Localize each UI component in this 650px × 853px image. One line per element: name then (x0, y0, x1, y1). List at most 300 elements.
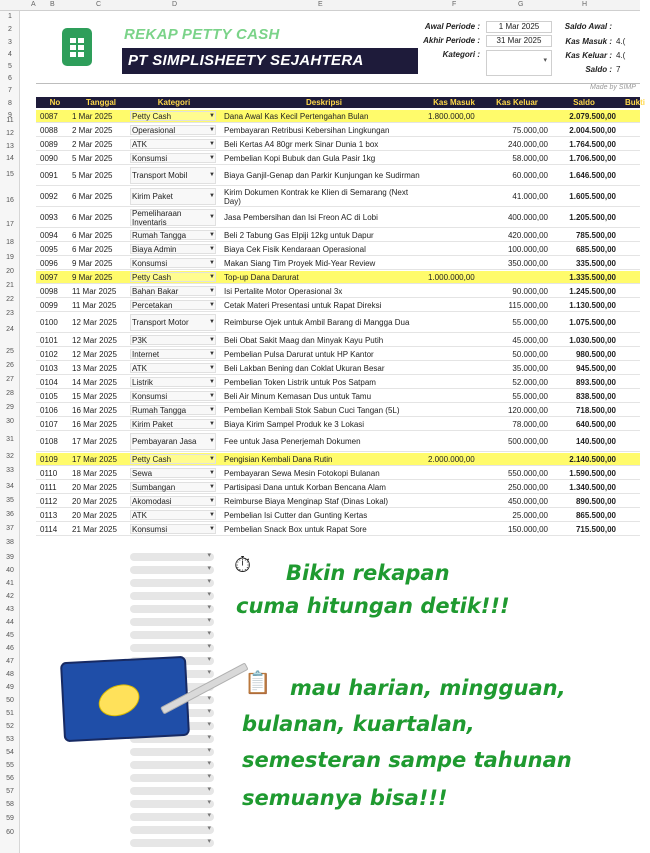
cash-out-amount[interactable]: 450.000,00 (507, 496, 548, 506)
empty-category-dropdown[interactable] (130, 566, 214, 574)
chevron-down-icon[interactable]: ▼ (209, 483, 215, 490)
transaction-date[interactable]: 17 Mar 2025 (72, 437, 117, 446)
cash-out-amount[interactable]: 115.000,00 (508, 300, 548, 310)
running-balance[interactable]: 2.140.500,00 (569, 454, 616, 464)
transaction-date[interactable]: 21 Mar 2025 (72, 524, 117, 534)
cash-in-amount[interactable] (428, 362, 484, 374)
transaction-date[interactable]: 12 Mar 2025 (72, 318, 117, 327)
chevron-down-icon[interactable]: ▼ (209, 438, 215, 444)
transaction-number[interactable]: 0093 (40, 213, 58, 222)
table-row[interactable] (36, 509, 640, 522)
row-number[interactable]: 22 (6, 296, 14, 303)
cash-in-amount[interactable] (428, 208, 484, 227)
empty-category-dropdown[interactable] (130, 592, 214, 600)
cash-out-amount[interactable]: 25.000,00 (512, 510, 548, 520)
row-number[interactable]: 29 (6, 404, 14, 411)
transaction-category[interactable]: Pembayaran Jasa (132, 437, 197, 446)
cash-out-amount[interactable]: 240.000,00 (507, 139, 548, 149)
transaction-description[interactable]: Pembelian Kembali Stok Sabun Cuci Tangan (5L) (224, 405, 400, 415)
table-row[interactable] (36, 285, 640, 298)
chevron-down-icon[interactable]: ▼ (209, 140, 215, 147)
empty-category-dropdown[interactable] (130, 826, 214, 834)
chevron-down-icon[interactable]: ▼ (209, 259, 215, 266)
running-balance[interactable]: 1.340.500,00 (569, 482, 616, 492)
transaction-number[interactable]: 0108 (40, 437, 58, 446)
row-number[interactable]: 2 (8, 26, 12, 33)
running-balance[interactable]: 838.500,00 (575, 391, 616, 401)
table-row[interactable] (36, 110, 640, 123)
transaction-category[interactable]: Konsumsi (132, 391, 168, 401)
cash-in-amount[interactable] (428, 418, 484, 430)
running-balance[interactable]: 945.500,00 (575, 363, 616, 373)
row-number[interactable]: 36 (6, 511, 14, 518)
transaction-description[interactable]: Dana Awal Kas Kecil Pertengahan Bulan (224, 111, 369, 121)
running-balance[interactable]: 890.500,00 (575, 496, 616, 506)
cash-in-amount[interactable] (428, 124, 484, 136)
category-filter-select[interactable] (486, 50, 552, 76)
chevron-down-icon[interactable]: ▼ (209, 319, 215, 325)
cash-out-amount[interactable]: 55.000,00 (512, 391, 548, 401)
chevron-down-icon[interactable]: ▼ (209, 455, 215, 462)
cash-in-amount[interactable] (428, 243, 484, 255)
cash-out-amount[interactable]: 250.000,00 (507, 482, 548, 492)
running-balance[interactable]: 1.764.500,00 (569, 139, 616, 149)
transaction-number[interactable]: 0088 (40, 125, 58, 135)
row-number[interactable]: 41 (6, 580, 14, 587)
chevron-down-icon[interactable]: ▼ (209, 364, 215, 371)
cash-in-amount[interactable] (428, 432, 484, 451)
transaction-date[interactable]: 12 Mar 2025 (72, 349, 117, 359)
chevron-down-icon[interactable]: ▼ (209, 245, 215, 252)
running-balance[interactable]: 2.004.500,00 (569, 125, 616, 135)
chevron-down-icon[interactable]: ▼ (209, 511, 215, 518)
table-row[interactable] (36, 362, 640, 375)
transaction-number[interactable]: 0094 (40, 230, 58, 240)
cash-in-amount[interactable] (428, 285, 484, 297)
row-number[interactable]: 57 (6, 788, 14, 795)
transaction-number[interactable]: 0107 (40, 419, 58, 429)
transaction-description[interactable]: Pengisian Kembali Dana Rutin (224, 454, 333, 464)
transaction-category[interactable]: Bahan Bakar (132, 286, 179, 296)
cash-out-amount[interactable]: 58.000,00 (512, 153, 548, 163)
table-row[interactable] (36, 229, 640, 242)
chevron-down-icon[interactable]: ▼ (209, 469, 215, 476)
cash-out-amount[interactable]: 100.000,00 (507, 244, 548, 254)
transaction-description[interactable]: Fee untuk Jasa Penerjemah Dokumen (224, 437, 361, 446)
table-row[interactable] (36, 187, 640, 207)
chevron-down-icon[interactable]: ▼ (209, 301, 215, 308)
empty-category-dropdown[interactable] (130, 800, 214, 808)
running-balance[interactable]: 715.500,00 (575, 524, 616, 534)
row-number[interactable]: 59 (6, 815, 14, 822)
cash-in-amount[interactable] (428, 495, 484, 507)
table-row[interactable] (36, 166, 640, 186)
transaction-description[interactable]: Reimburse Ojek untuk Ambil Barang di Mangga Dua (224, 318, 410, 327)
transaction-number[interactable]: 0110 (40, 468, 58, 478)
cash-out-amount[interactable]: 550.000,00 (507, 468, 548, 478)
running-balance[interactable]: 2.079.500,00 (569, 111, 616, 121)
transaction-category[interactable]: Petty Cash (132, 454, 172, 464)
table-row[interactable] (36, 271, 640, 284)
transaction-date[interactable]: 12 Mar 2025 (72, 335, 117, 345)
cash-out-amount[interactable]: 52.000,00 (512, 377, 548, 387)
empty-category-dropdown[interactable] (130, 631, 214, 639)
transaction-number[interactable]: 0090 (40, 153, 58, 163)
transaction-category[interactable]: Kirim Paket (132, 419, 173, 429)
running-balance[interactable]: 1.605.500,00 (569, 192, 616, 201)
running-balance[interactable]: 1.245.500,00 (569, 286, 616, 296)
transaction-date[interactable]: 18 Mar 2025 (72, 468, 117, 478)
cash-out-amount[interactable] (484, 271, 548, 283)
column-letter[interactable]: A (31, 1, 36, 8)
row-number[interactable]: 30 (6, 418, 14, 425)
transaction-number[interactable]: 0089 (40, 139, 58, 149)
row-number[interactable]: 3 (8, 39, 12, 46)
transaction-category[interactable]: Transport Motor (132, 318, 189, 327)
row-number[interactable]: 31 (6, 436, 14, 443)
transaction-date[interactable]: 16 Mar 2025 (72, 405, 117, 415)
row-number[interactable]: 42 (6, 593, 14, 600)
transaction-date[interactable]: 11 Mar 2025 (72, 300, 117, 310)
transaction-date[interactable]: 5 Mar 2025 (72, 153, 113, 163)
running-balance[interactable]: 1.075.500,00 (569, 318, 616, 327)
transaction-category[interactable]: ATK (132, 510, 147, 520)
row-number[interactable]: 11 (6, 117, 14, 124)
empty-category-dropdown[interactable] (130, 644, 214, 652)
cash-in-amount[interactable] (428, 390, 484, 402)
chevron-down-icon[interactable]: ▼ (209, 406, 215, 413)
transaction-category[interactable]: Petty Cash (132, 272, 172, 282)
row-number[interactable]: 60 (6, 829, 14, 836)
cash-out-amount[interactable]: 120.000,00 (507, 405, 548, 415)
cash-out-amount[interactable]: 78.000,00 (512, 419, 548, 429)
row-number[interactable]: 44 (6, 619, 14, 626)
transaction-description[interactable]: Reimburse Biaya Menginap Staf (Dinas Lokal) (224, 496, 389, 506)
cash-out-amount[interactable]: 500.000,00 (507, 437, 548, 446)
row-number[interactable]: 51 (6, 710, 14, 717)
running-balance[interactable]: 640.500,00 (575, 419, 616, 429)
column-letter[interactable]: B (50, 1, 55, 8)
transaction-description[interactable]: Pembelian Pulsa Darurat untuk HP Kantor (224, 349, 374, 359)
transaction-date[interactable]: 6 Mar 2025 (72, 192, 113, 201)
transaction-number[interactable]: 0096 (40, 258, 58, 268)
table-row[interactable] (36, 523, 640, 536)
transaction-category[interactable]: Operasional (132, 125, 176, 135)
transaction-category[interactable]: Internet (132, 349, 160, 359)
transaction-date[interactable]: 2 Mar 2025 (72, 139, 113, 149)
transaction-date[interactable]: 14 Mar 2025 (72, 377, 117, 387)
cash-in-amount[interactable] (428, 334, 484, 346)
row-number[interactable]: 18 (6, 239, 14, 246)
chevron-down-icon[interactable]: ▼ (209, 126, 215, 133)
table-row[interactable] (36, 138, 640, 151)
empty-category-dropdown[interactable] (130, 553, 214, 561)
table-row[interactable] (36, 404, 640, 417)
transaction-category[interactable]: Konsumsi (132, 153, 168, 163)
transaction-description[interactable]: Beli Air Minum Kemasan Dus untuk Tamu (224, 391, 372, 401)
row-number[interactable]: 39 (6, 554, 14, 561)
row-number[interactable]: 46 (6, 645, 14, 652)
start-period-field[interactable]: 1 Mar 2025 (486, 21, 552, 33)
transaction-description[interactable]: Kirim Dokumen Kontrak ke Klien di Semarang (Next Day) (224, 187, 409, 206)
row-number[interactable]: 27 (6, 376, 14, 383)
row-number[interactable]: 4 (8, 51, 12, 58)
cash-in-amount[interactable] (428, 523, 484, 535)
cash-in-amount[interactable] (428, 481, 484, 493)
transaction-description[interactable]: Isi Pertalite Motor Operasional 3x (224, 286, 343, 296)
table-row[interactable] (36, 348, 640, 361)
row-number[interactable]: 45 (6, 632, 14, 639)
column-letter[interactable]: D (172, 1, 178, 8)
transaction-description[interactable]: Beli Kertas A4 80gr merk Sinar Dunia 1 box (224, 139, 379, 149)
transaction-number[interactable]: 0097 (40, 272, 58, 282)
cash-out-amount[interactable] (484, 453, 548, 465)
running-balance[interactable]: 140.500,00 (575, 437, 616, 446)
transaction-description[interactable]: Pembelian Kopi Bubuk dan Gula Pasir 1kg (224, 153, 376, 163)
cash-out-amount[interactable]: 400.000,00 (507, 213, 548, 222)
transaction-number[interactable]: 0087 (40, 111, 58, 121)
cash-in-amount[interactable] (428, 257, 484, 269)
table-row[interactable] (36, 467, 640, 480)
transaction-date[interactable]: 6 Mar 2025 (72, 213, 113, 222)
transaction-date[interactable]: 20 Mar 2025 (72, 496, 117, 506)
transaction-category[interactable]: Pemeliharaan Inventaris (132, 208, 182, 227)
row-number[interactable]: 48 (6, 671, 14, 678)
row-number[interactable]: 8 (8, 100, 12, 107)
running-balance[interactable]: 1.335.500,00 (569, 272, 616, 282)
cash-in-amount[interactable] (428, 229, 484, 241)
row-number[interactable]: 47 (6, 658, 14, 665)
transaction-description[interactable]: Makan Siang Tim Proyek Mid-Year Review (224, 258, 376, 268)
transaction-number[interactable]: 0099 (40, 300, 58, 310)
table-row[interactable] (36, 243, 640, 256)
transaction-category[interactable]: Sewa (132, 468, 153, 478)
transaction-category[interactable]: Akomodasi (132, 496, 172, 506)
row-number[interactable]: 28 (6, 390, 14, 397)
end-period-field[interactable]: 31 Mar 2025 (486, 35, 552, 47)
transaction-description[interactable]: Pembelian Token Listrik untuk Pos Satpam (224, 377, 376, 387)
row-number[interactable]: 21 (6, 282, 14, 289)
cash-in-amount[interactable]: 2.000.000,00 (428, 454, 475, 464)
row-number[interactable]: 25 (6, 348, 14, 355)
row-number[interactable]: 53 (6, 736, 14, 743)
table-row[interactable] (36, 299, 640, 312)
row-number[interactable]: 16 (6, 197, 14, 204)
running-balance[interactable]: 865.500,00 (575, 510, 616, 520)
empty-category-dropdown[interactable] (130, 579, 214, 587)
chevron-down-icon[interactable]: ▼ (209, 287, 215, 294)
table-row[interactable] (36, 124, 640, 137)
empty-category-dropdown[interactable] (130, 605, 214, 613)
transaction-description[interactable]: Top-up Dana Darurat (224, 272, 299, 282)
running-balance[interactable]: 685.500,00 (575, 244, 616, 254)
transaction-category[interactable]: Rumah Tangga (132, 230, 187, 240)
row-number[interactable]: 35 (6, 497, 14, 504)
table-row[interactable] (36, 313, 640, 333)
transaction-date[interactable]: 17 Mar 2025 (72, 454, 117, 464)
column-letter[interactable]: G (518, 1, 524, 8)
transaction-number[interactable]: 0109 (40, 454, 58, 464)
transaction-category[interactable]: Percetakan (132, 300, 173, 310)
running-balance[interactable]: 1.706.500,00 (569, 153, 616, 163)
running-balance[interactable]: 1.205.500,00 (569, 213, 616, 222)
cash-in-amount[interactable] (428, 509, 484, 521)
cash-in-amount[interactable] (428, 313, 484, 332)
cash-out-amount[interactable]: 55.000,00 (512, 318, 548, 327)
transaction-description[interactable]: Beli Lakban Bening dan Coklat Ukuran Besar (224, 363, 385, 373)
chevron-down-icon[interactable]: ▼ (209, 154, 215, 161)
transaction-description[interactable]: Partisipasi Dana untuk Korban Bencana Alam (224, 482, 386, 492)
row-number[interactable]: 49 (6, 684, 14, 691)
table-row[interactable] (36, 453, 640, 466)
running-balance[interactable]: 980.500,00 (575, 349, 616, 359)
transaction-category[interactable]: P3K (132, 335, 148, 345)
running-balance[interactable]: 1.590.500,00 (569, 468, 616, 478)
row-number[interactable]: 40 (6, 567, 14, 574)
table-row[interactable] (36, 334, 640, 347)
transaction-date[interactable]: 16 Mar 2025 (72, 419, 117, 429)
transaction-category[interactable]: Listrik (132, 377, 153, 387)
transaction-description[interactable]: Beli Obat Sakit Maag dan Minyak Kayu Putih (224, 335, 384, 345)
transaction-description[interactable]: Cetak Materi Presentasi untuk Rapat Direksi (224, 300, 382, 310)
table-row[interactable] (36, 208, 640, 228)
chevron-down-icon[interactable]: ▼ (209, 392, 215, 399)
row-number[interactable]: 23 (6, 310, 14, 317)
transaction-number[interactable]: 0102 (40, 349, 58, 359)
transaction-date[interactable]: 6 Mar 2025 (72, 244, 113, 254)
transaction-category[interactable]: Rumah Tangga (132, 405, 187, 415)
cash-in-amount[interactable] (428, 467, 484, 479)
transaction-number[interactable]: 0112 (40, 496, 58, 506)
column-letter[interactable]: F (452, 1, 457, 8)
cash-in-amount[interactable] (428, 166, 484, 185)
cash-out-amount[interactable]: 35.000,00 (512, 363, 548, 373)
running-balance[interactable]: 718.500,00 (575, 405, 616, 415)
transaction-number[interactable]: 0114 (40, 524, 58, 534)
row-number[interactable]: 19 (6, 254, 14, 261)
table-row[interactable] (36, 152, 640, 165)
chevron-down-icon[interactable]: ▼ (209, 193, 215, 199)
empty-category-dropdown[interactable] (130, 618, 214, 626)
transaction-date[interactable]: 5 Mar 2025 (72, 171, 113, 180)
cash-out-amount[interactable]: 90.000,00 (512, 286, 548, 296)
chevron-down-icon[interactable]: ▼ (209, 273, 215, 280)
running-balance[interactable]: 893.500,00 (575, 377, 616, 387)
transaction-category[interactable]: Petty Cash (132, 111, 172, 121)
transaction-category[interactable]: ATK (132, 139, 147, 149)
transaction-number[interactable]: 0113 (40, 510, 58, 520)
cash-out-amount[interactable]: 420.000,00 (507, 230, 548, 240)
cash-in-amount[interactable] (428, 299, 484, 311)
transaction-number[interactable]: 0101 (40, 335, 58, 345)
table-row[interactable] (36, 432, 640, 452)
transaction-description[interactable]: Biaya Cek Fisik Kendaraan Operasional (224, 244, 366, 254)
transaction-category[interactable]: Sumbangan (132, 482, 176, 492)
transaction-date[interactable]: 2 Mar 2025 (72, 125, 113, 135)
running-balance[interactable]: 785.500,00 (575, 230, 616, 240)
transaction-description[interactable]: Pembayaran Sewa Mesin Fotokopi Bulanan (224, 468, 380, 478)
cash-out-amount[interactable]: 60.000,00 (512, 171, 548, 180)
row-number[interactable]: 7 (8, 87, 12, 94)
transaction-date[interactable]: 13 Mar 2025 (72, 363, 117, 373)
empty-category-dropdown[interactable] (130, 748, 214, 756)
cash-in-amount[interactable] (428, 187, 484, 206)
chevron-down-icon[interactable]: ▼ (209, 350, 215, 357)
cash-out-amount[interactable]: 41.000,00 (512, 192, 548, 201)
transaction-number[interactable]: 0092 (40, 192, 58, 201)
row-number[interactable]: 14 (6, 155, 14, 162)
row-number[interactable]: 38 (6, 539, 14, 546)
chevron-down-icon[interactable]: ▼ (209, 231, 215, 238)
transaction-date[interactable]: 6 Mar 2025 (72, 230, 113, 240)
cash-out-amount[interactable]: 150.000,00 (507, 524, 548, 534)
transaction-category[interactable]: Transport Mobil (132, 171, 188, 180)
transaction-description[interactable]: Pembayaran Retribusi Kebersihan Lingkungan (224, 125, 390, 135)
chevron-down-icon[interactable]: ▼ (209, 336, 215, 343)
table-row[interactable] (36, 418, 640, 431)
table-row[interactable] (36, 376, 640, 389)
chevron-down-icon[interactable]: ▼ (209, 525, 215, 532)
chevron-down-icon[interactable]: ▼ (209, 497, 215, 504)
empty-category-dropdown[interactable] (130, 774, 214, 782)
cash-out-amount[interactable]: 350.000,00 (507, 258, 548, 268)
transaction-date[interactable]: 20 Mar 2025 (72, 482, 117, 492)
row-number[interactable]: 9 (8, 112, 12, 119)
table-row[interactable] (36, 481, 640, 494)
cash-in-amount[interactable] (428, 152, 484, 164)
row-number[interactable]: 56 (6, 775, 14, 782)
row-number[interactable]: 32 (6, 453, 14, 460)
cash-in-amount[interactable] (428, 404, 484, 416)
transaction-description[interactable]: Pembelian Isi Cutter dan Gunting Kertas (224, 510, 368, 520)
cash-out-amount[interactable]: 75.000,00 (512, 125, 548, 135)
table-row[interactable] (36, 257, 640, 270)
transaction-category[interactable]: Konsumsi (132, 524, 168, 534)
column-letter[interactable]: C (96, 1, 102, 8)
row-number[interactable]: 6 (8, 75, 12, 82)
row-number[interactable]: 55 (6, 762, 14, 769)
row-number[interactable]: 26 (6, 362, 14, 369)
transaction-category[interactable]: Biaya Admin (132, 244, 177, 254)
row-number[interactable]: 15 (6, 171, 14, 178)
transaction-description[interactable]: Jasa Pembersihan dan Isi Freon AC di Lobi (224, 213, 378, 222)
transaction-number[interactable]: 0098 (40, 286, 58, 296)
empty-category-dropdown[interactable] (130, 787, 214, 795)
row-number[interactable]: 54 (6, 749, 14, 756)
transaction-category[interactable]: Kirim Paket (132, 192, 173, 201)
chevron-down-icon[interactable]: ▼ (209, 112, 215, 119)
transaction-category[interactable]: Konsumsi (132, 258, 168, 268)
cash-in-amount[interactable] (428, 138, 484, 150)
cash-in-amount[interactable] (428, 376, 484, 388)
transaction-description[interactable]: Biaya Kirim Sampel Produk ke 3 Lokasi (224, 419, 365, 429)
column-letter[interactable]: H (582, 1, 588, 8)
transaction-date[interactable]: 15 Mar 2025 (72, 391, 117, 401)
cash-in-amount[interactable] (428, 348, 484, 360)
row-number[interactable]: 50 (6, 697, 14, 704)
transaction-number[interactable]: 0095 (40, 244, 58, 254)
table-row[interactable] (36, 390, 640, 403)
table-row[interactable] (36, 495, 640, 508)
row-number[interactable]: 34 (6, 483, 14, 490)
cash-in-amount[interactable]: 1.800.000,00 (428, 111, 475, 121)
row-number[interactable]: 52 (6, 723, 14, 730)
chevron-down-icon[interactable]: ▼ (209, 214, 215, 220)
chevron-down-icon[interactable]: ▼ (209, 172, 215, 178)
cash-in-amount[interactable]: 1.000.000,00 (428, 272, 475, 282)
transaction-description[interactable]: Pembelian Snack Box untuk Rapat Sore (224, 524, 367, 534)
row-number[interactable]: 58 (6, 801, 14, 808)
